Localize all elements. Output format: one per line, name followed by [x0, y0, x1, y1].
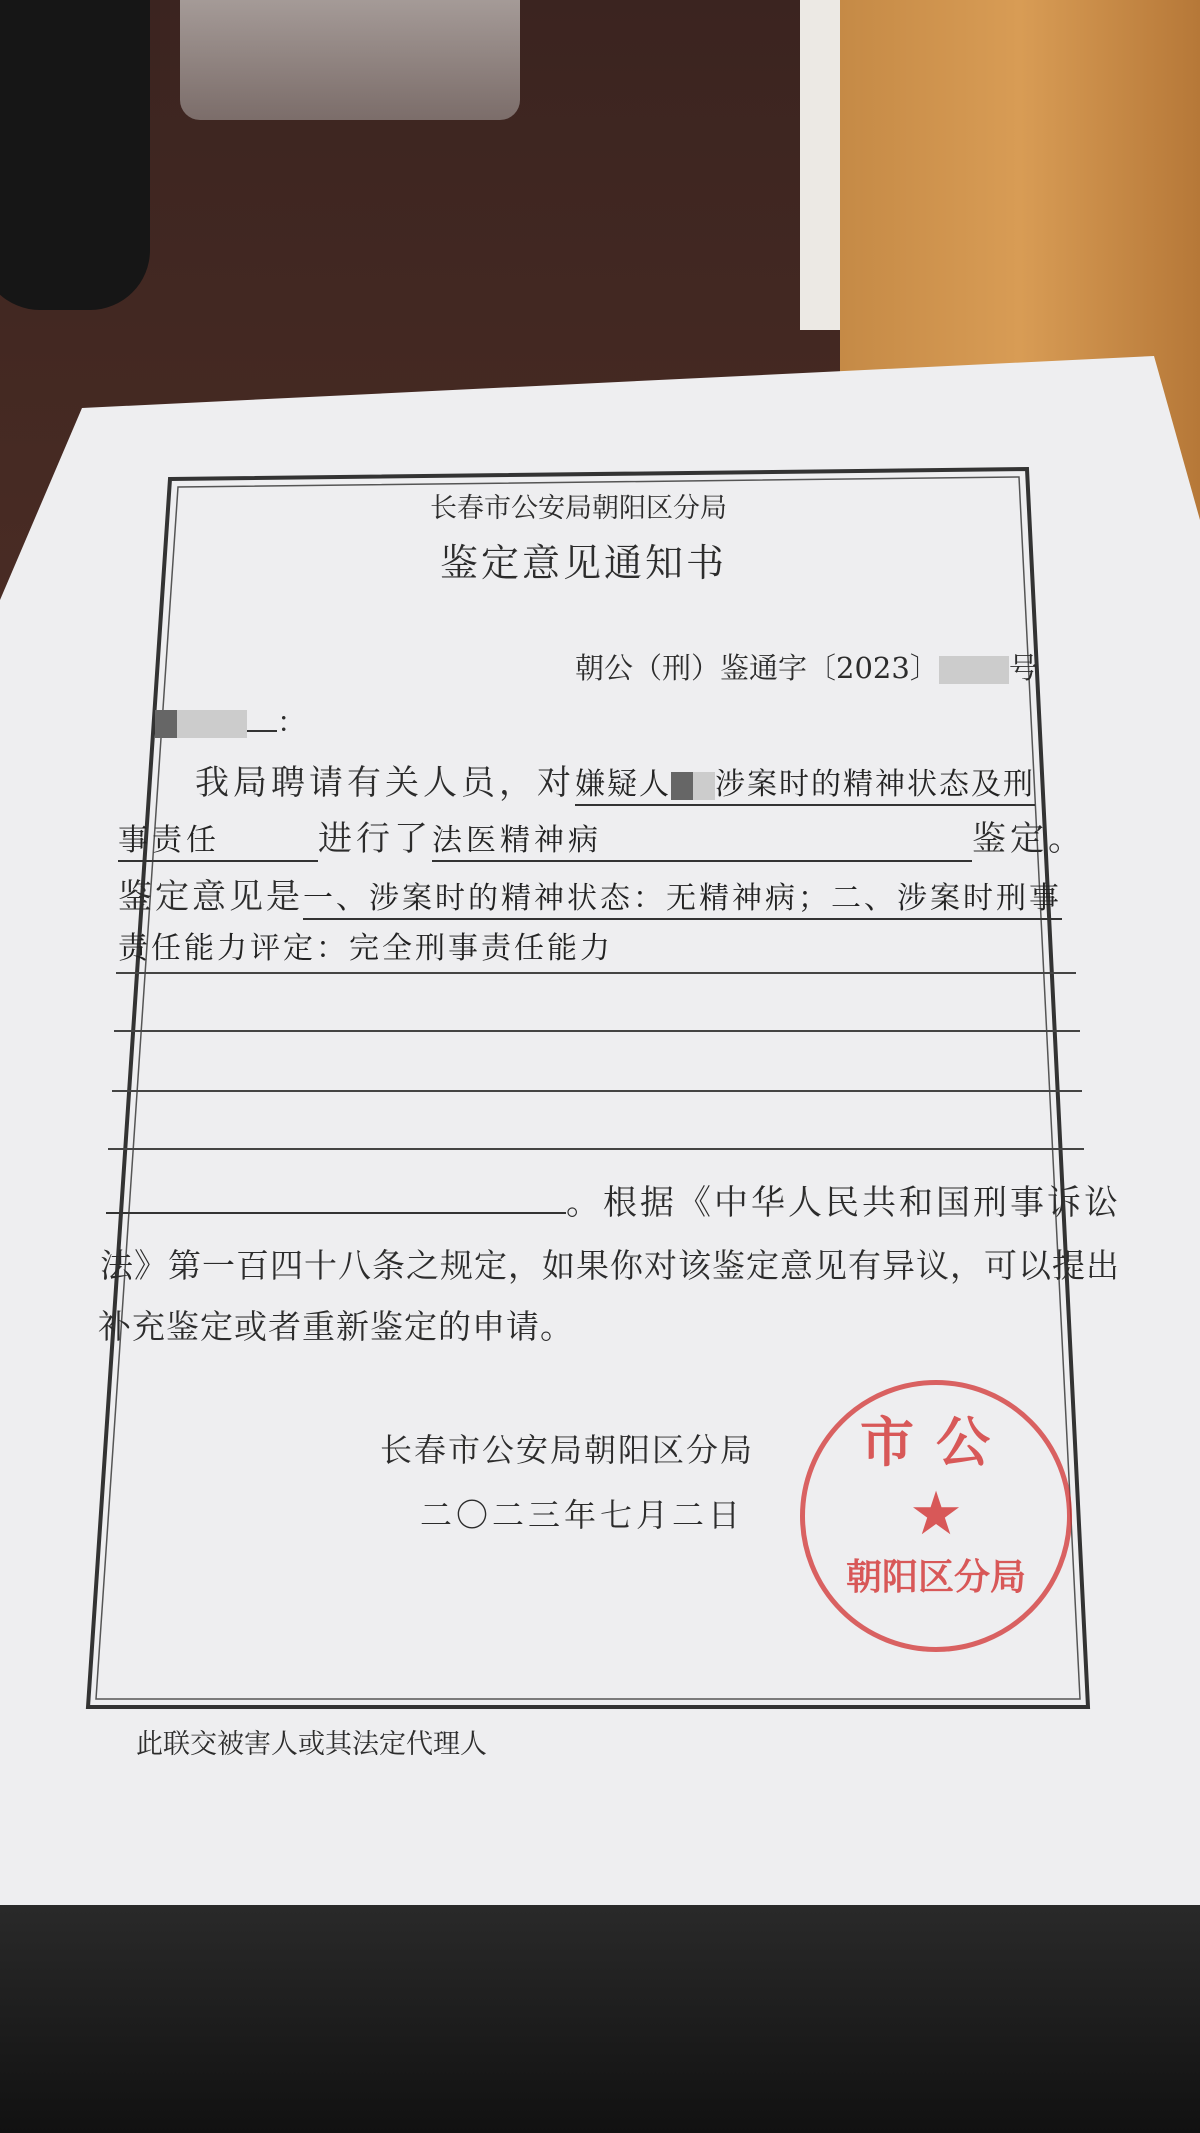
opinion-label: 鉴定意见是 — [118, 877, 303, 917]
appraisal-type: 法医精神病 — [432, 822, 972, 862]
paragraph-line-2 — [118, 818, 1086, 862]
redaction — [155, 710, 177, 738]
opinion-line-1: 一、涉案时的精神状态：无精神病；二、涉案时刑事 — [303, 880, 1062, 920]
recipient-suffix: ： — [277, 705, 307, 739]
redaction — [693, 772, 715, 800]
blank-line — [114, 1030, 1080, 1032]
signature-agency: 长春市公安局朝阳区分局 — [380, 1431, 755, 1469]
recipient-line — [155, 704, 306, 740]
doc-number-prefix: 朝公（刑）鉴通字〔2023〕 — [575, 651, 939, 685]
law-line-1 — [106, 1182, 1121, 1225]
subject-prefix: 嫌疑人 — [575, 767, 671, 802]
issue-date: 二〇二三年七月二日 — [420, 1496, 745, 1534]
law-line-3: 补充鉴定或者重新鉴定的申请。 — [98, 1307, 574, 1346]
seal-top-text: 市公 — [860, 1411, 1012, 1474]
redaction — [671, 772, 693, 800]
subject-cont: 事责任 — [118, 822, 318, 862]
law-line-1-text: 。根据《中华人民共和国刑事诉讼 — [566, 1183, 1121, 1223]
para1-start: 我局聘请有关人员，对 — [195, 763, 575, 803]
conducted-label: 进行了 — [318, 819, 432, 859]
redaction — [177, 710, 247, 738]
paragraph-line-1 — [195, 762, 1035, 806]
blank-line — [116, 972, 1076, 974]
opinion-line-2: 责任能力评定：完全刑事责任能力 — [118, 931, 613, 966]
law-line-2: 法》第一百四十八条之规定，如果你对该鉴定意见有异议，可以提出 — [100, 1246, 1120, 1285]
paragraph-line-3 — [118, 876, 1062, 920]
redaction — [939, 656, 1009, 684]
doc-number-suffix: 号 — [1008, 651, 1038, 685]
agency-header: 长春市公安局朝阳区分局 — [430, 493, 727, 524]
blank-line — [112, 1090, 1082, 1092]
appraisal-end: 鉴定。 — [972, 819, 1086, 859]
seal-bottom-text: 朝阳区分局 — [845, 1557, 1026, 1598]
blank-line — [108, 1148, 1084, 1150]
document-title: 鉴定意见通知书 — [440, 541, 728, 585]
star-icon: ★ — [909, 1479, 963, 1549]
document-number — [575, 650, 1038, 686]
subject-suffix: 涉案时的精神状态及刑 — [715, 767, 1035, 802]
official-seal — [800, 1380, 1072, 1652]
footer-note: 此联交被害人或其法定代理人 — [136, 1729, 487, 1760]
